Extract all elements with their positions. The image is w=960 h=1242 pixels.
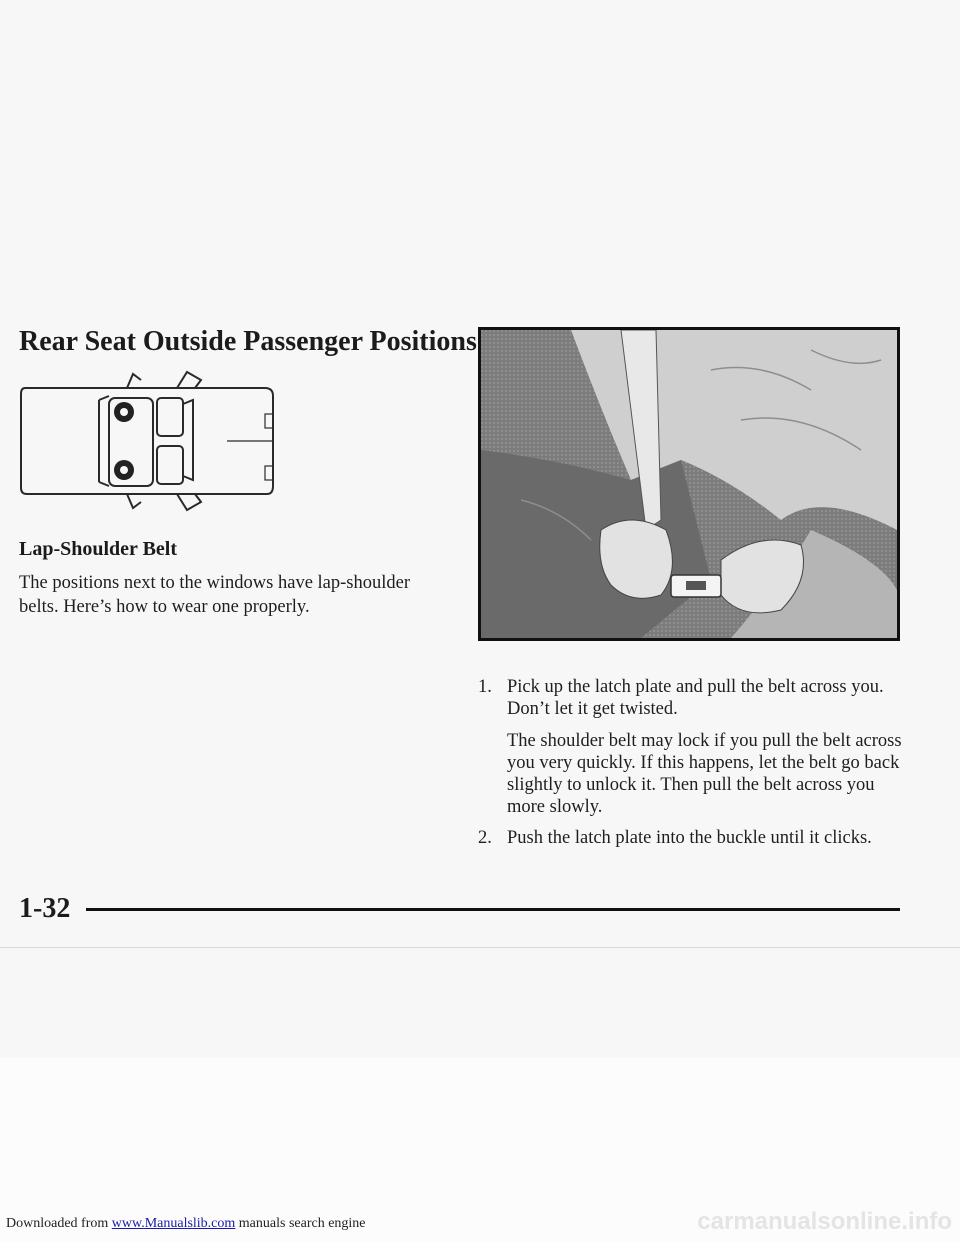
instruction-steps — [478, 676, 908, 849]
section-heading: Lap-Shoulder Belt — [19, 538, 177, 560]
page-title: Rear Seat Outside Passenger Positions — [19, 326, 477, 357]
download-prefix: Downloaded from — [6, 1216, 112, 1231]
download-suffix: manuals search engine — [235, 1216, 366, 1231]
step-text: Push the latch plate into the buckle until it clicks. — [507, 828, 872, 848]
step-2 — [478, 827, 908, 849]
page-number: 1-32 — [19, 893, 71, 924]
seatbelt-illustration — [478, 327, 900, 641]
manualslib-link[interactable]: www.Manualslib.com — [111, 1216, 236, 1231]
step-note: The shoulder belt may lock if you pull the belt across you very quickly. If this happens, let the belt go back slightly to unlock it. Then pull the belt across you more slowly. — [507, 731, 902, 817]
step-text: Pick up the latch plate and pull the belt across you. Don’t let it get twisted. — [507, 677, 884, 719]
car-seating-diagram — [17, 370, 279, 512]
step-number: 2. — [478, 828, 492, 848]
intro-paragraph: The positions next to the windows have lap-shoulder belts. Here’s how to wear one properly. — [19, 573, 411, 617]
step-1 — [478, 676, 908, 818]
watermark: carmanualsonline.info — [697, 1208, 952, 1235]
footer-rule — [86, 908, 900, 911]
scan-line — [0, 947, 960, 948]
step-number: 1. — [478, 677, 492, 697]
download-notice — [6, 1216, 366, 1232]
